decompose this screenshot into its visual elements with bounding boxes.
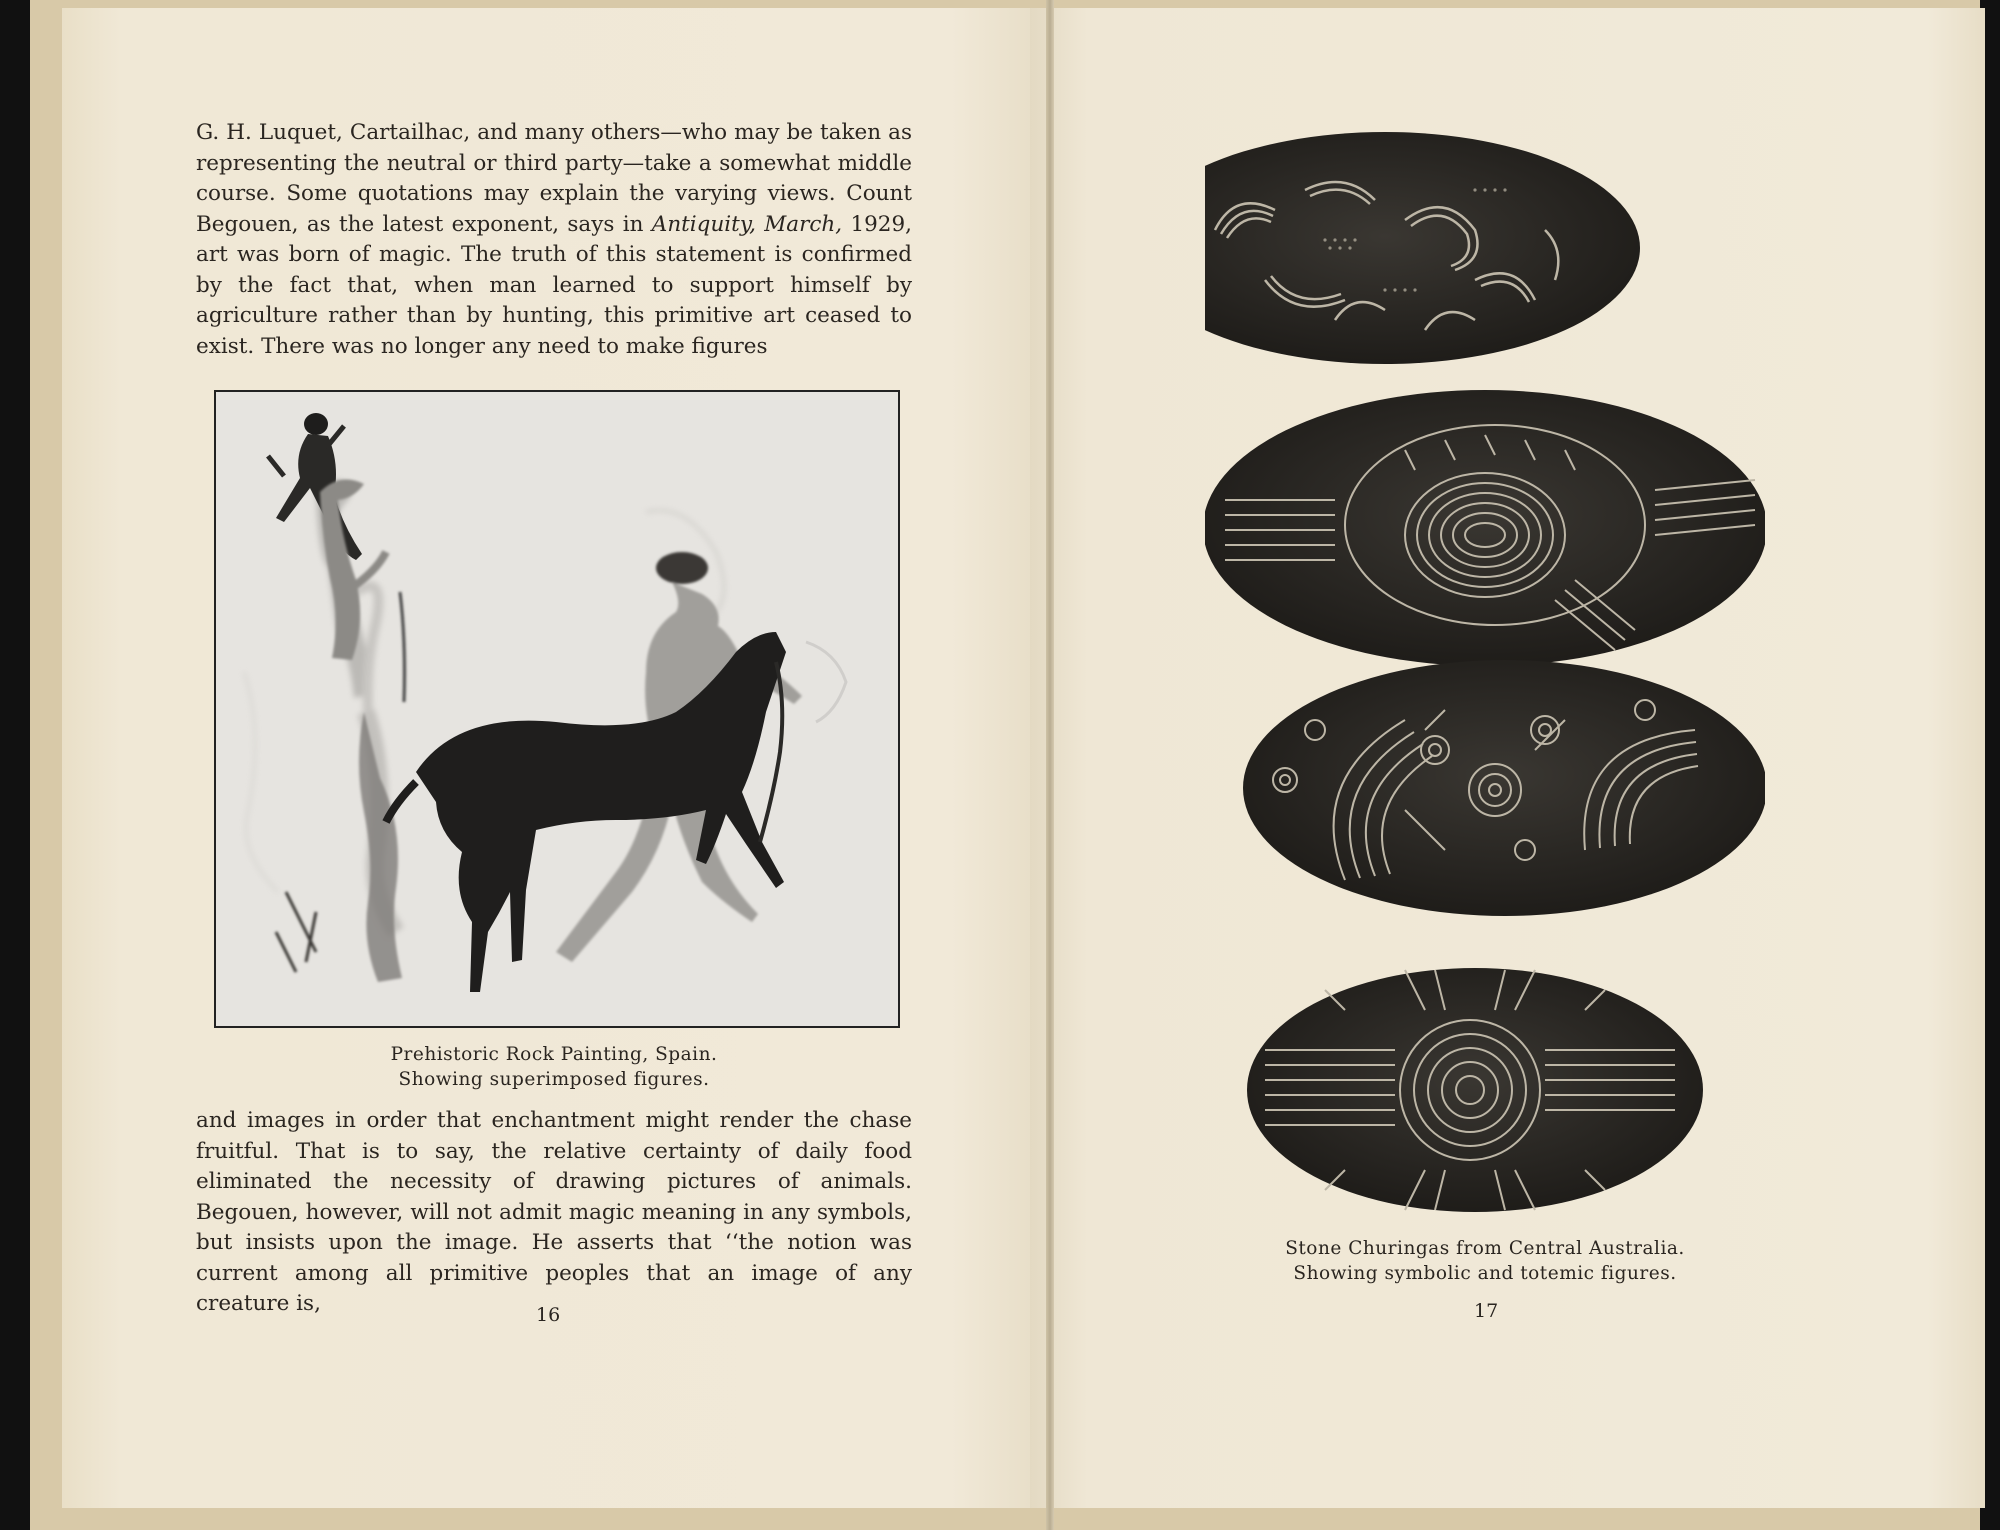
caption-line: Showing symbolic and totemic figures.	[1293, 1263, 1677, 1284]
italic-citation: Antiquity, March,	[651, 211, 843, 237]
book-gutter	[1046, 0, 1054, 1530]
figure-caption-left	[196, 1042, 912, 1092]
churinga-stone-2	[1205, 390, 1765, 666]
figure-caption-right	[1200, 1236, 1770, 1286]
churinga-illustration	[1205, 130, 1765, 1220]
page-number-left: 16	[536, 1304, 561, 1326]
text-segment: 1929, art was born of magic. The truth of this statement is confirmed by the fact that, when man learned to support himself by agriculture rather than by hunting, this primitive art ceased to exist. There was no longer any need to make figures	[196, 211, 912, 359]
body-text-bottom	[196, 1106, 912, 1320]
rock-painting-illustration	[216, 392, 898, 1026]
churinga-figure	[1205, 130, 1765, 1220]
churinga-stone-4	[1247, 968, 1703, 1212]
churinga-stone-3	[1243, 660, 1765, 916]
caption-line: Showing superimposed figures.	[398, 1069, 710, 1090]
body-text-top	[196, 118, 912, 362]
paragraph: and images in order that enchantment might render the chase fruitful. That is to say, the relative certainty of daily food eliminated the necessity of drawing pictures of animals. Begouen, however, will not admit magic meaning in any symbols, but insists upon the image. He asserts that ‘‘the notion was current among all primitive peoples that an image of any creature is,	[196, 1108, 912, 1316]
churinga-stone-1	[1205, 132, 1640, 364]
caption-line: Stone Churingas from Central Australia.	[1285, 1238, 1685, 1259]
rock-painting-figure	[214, 390, 900, 1028]
text-segment: G. H. Luquet, Cartailhac, and many others—who may be taken as representing the neutral or third party—take a somewhat middle course. Some quotations may explain the varying views. Count Begouen, as the latest exponent, says in	[196, 120, 912, 237]
caption-line: Prehistoric Rock Painting, Spain.	[390, 1044, 718, 1065]
page-number-right: 17	[1474, 1300, 1499, 1322]
